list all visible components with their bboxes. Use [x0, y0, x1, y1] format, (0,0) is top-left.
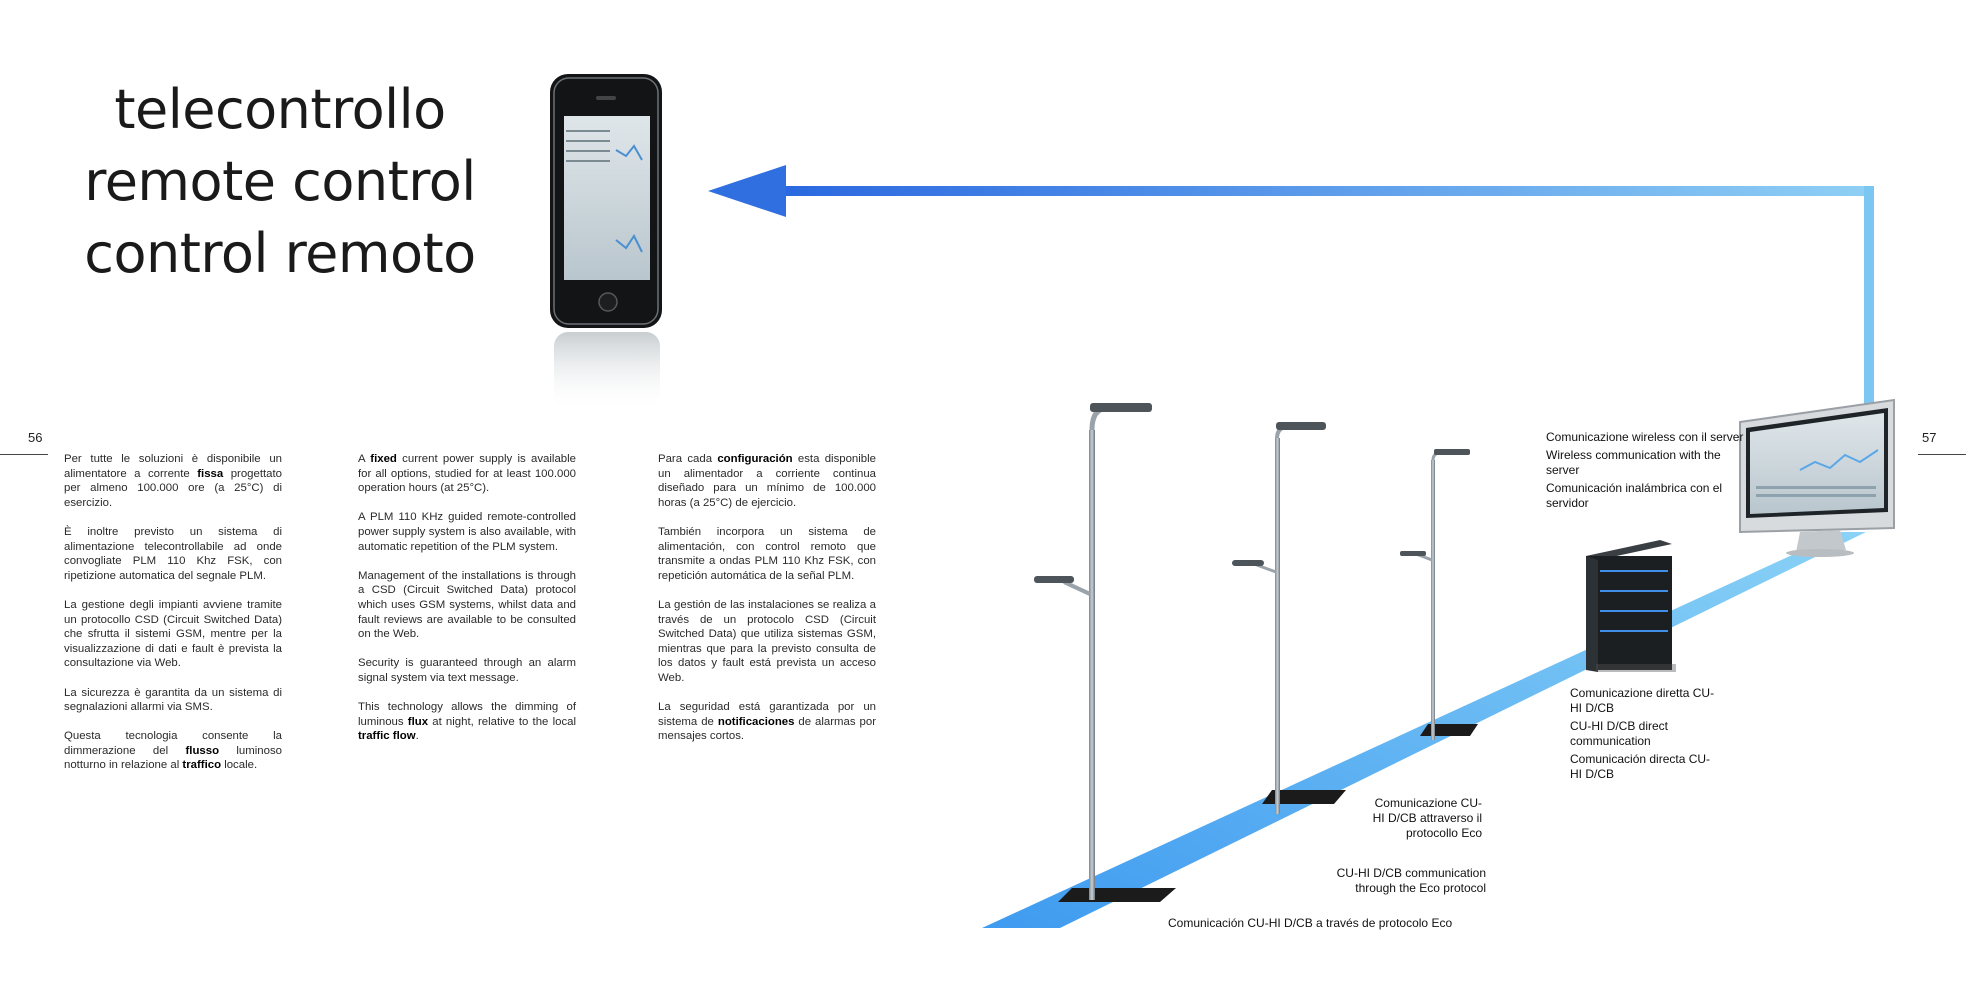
- paragraph-text: current power supply is available for all options, studied for at least 100.000 operation hours (at 25°C).: [358, 453, 576, 495]
- page-number-right: 57: [1922, 430, 1937, 445]
- paragraph-text: Per tutte le soluzioni è disponibile un alimentatore a corrente: [64, 453, 282, 480]
- paragraph-text: .: [415, 730, 419, 743]
- server-tower: [1586, 540, 1676, 672]
- bold-term: traffico: [182, 759, 222, 772]
- caption-server-es: Comunicación inalámbrica con el servidor: [1546, 481, 1723, 510]
- caption-server-en: Wireless communication with the server: [1546, 448, 1721, 477]
- bold-term: configuración: [717, 453, 793, 465]
- caption-direct-en: CU-HI D/CB direct communication: [1570, 719, 1669, 748]
- data-flow-arrow: [708, 165, 1874, 408]
- street-lamp-1: [1034, 403, 1152, 900]
- caption-server-it: Comunicazione wireless con il server: [1546, 430, 1744, 444]
- bold-term: flux: [407, 715, 429, 728]
- paragraph-text: A: [358, 453, 371, 465]
- page-number-left: 56: [28, 430, 43, 445]
- caption-eco-it: Comunicazione CU-HI D/CB attraverso il protocollo Eco: [1372, 796, 1482, 840]
- street-lamp-2: [1232, 422, 1326, 814]
- paragraph-text: Management of the installations is through a CSD (Circuit Switched Data) protocol which uses GSM systems, whilst data and fault reviews are available to be consulted on the Web.: [358, 569, 576, 641]
- bold-term: flusso: [185, 744, 220, 757]
- paragraph-text: La gestione degli impianti avviene tramite un protocollo CSD (Circuit Switched Data) che sfrutta il sistemi GSM, mentre per la visualizzazione di dati e fault è prevista la consultazione via Web.: [64, 598, 282, 670]
- title-line-en: remote control: [84, 150, 476, 213]
- paragraph-text: de alarmas por mensajes cortos.: [658, 715, 877, 743]
- paragraph-text: Security is guaranteed through an alarm signal system via text message.: [358, 657, 576, 684]
- bold-term: traffic flow: [358, 730, 416, 743]
- title-line-es: control remoto: [84, 222, 476, 285]
- paragraph-text: La sicurezza è garantita da un sistema di segnalazioni allarmi via SMS.: [64, 686, 282, 714]
- bold-term: fissa: [197, 467, 224, 480]
- desktop-monitor: [1740, 400, 1894, 557]
- paragraph-text: También incorpora un sistema de alimentación, con control remoto que transmite a ondas PLM 110 Khz FSK, con repetición automática de la señal PLM.: [658, 525, 876, 582]
- paragraph-text: La seguridad está garantizada por un sistema de: [658, 701, 876, 728]
- paragraph-text: This technology allows the dimming of luminous: [358, 701, 576, 728]
- bold-term: fixed: [370, 453, 397, 465]
- street-lamp-3: [1400, 449, 1470, 740]
- paragraph-text: locale.: [221, 759, 258, 772]
- paragraph-text: La gestión de las instalaciones se realiza a través de un protocolo CSD (Circuit Switched Data) que utiliza sistemas GSM, mientras que para la previsto consulta de los datos y fault está prevista un acceso Web.: [658, 598, 876, 684]
- caption-eco-en: CU-HI D/CB communication through the Eco protocol: [1336, 866, 1486, 895]
- paragraph-text: Questa tecnologia consente la dimmerazione del: [64, 730, 282, 757]
- caption-direct-it: Comunicazione diretta CU-HI D/CB: [1570, 686, 1715, 715]
- paragraph-text: esta disponible un alimentador a corriente continua diseñado para un mínimo de 100.000 horas (a 25°C) de ejercicio.: [658, 453, 876, 509]
- paragraph-text: progettato per almeno 100.000 ore (a 25°C) di esercizio.: [64, 467, 282, 509]
- caption-server-communication: [1546, 430, 1746, 514]
- paragraph-text: A PLM 110 KHz guided remote-controlled power supply system is also available, with automatic repetition of the PLM system.: [358, 511, 576, 553]
- caption-eco-es: Comunicación CU-HI D/CB a través de protocolo Eco: [1168, 916, 1453, 930]
- paragraph-text: luminoso notturno in relazione al: [64, 744, 282, 772]
- bold-term: notificaciones: [717, 715, 795, 728]
- paragraph-text: at night, relative to the local: [428, 715, 576, 728]
- title-line-it: telecontrollo: [114, 78, 446, 141]
- paragraph-text: È inoltre previsto un sistema di alimentazione telecontrollabile ad onde convogliate PLM 110 Khz FSK, con ripetizione automatica del segnale PLM.: [64, 525, 282, 582]
- smartphone: [550, 74, 662, 412]
- caption-direct-es: Comunicación directa CU-HI D/CB: [1570, 752, 1711, 781]
- caption-direct-communication: [1570, 686, 1720, 785]
- paragraph-text: Para cada: [658, 453, 718, 465]
